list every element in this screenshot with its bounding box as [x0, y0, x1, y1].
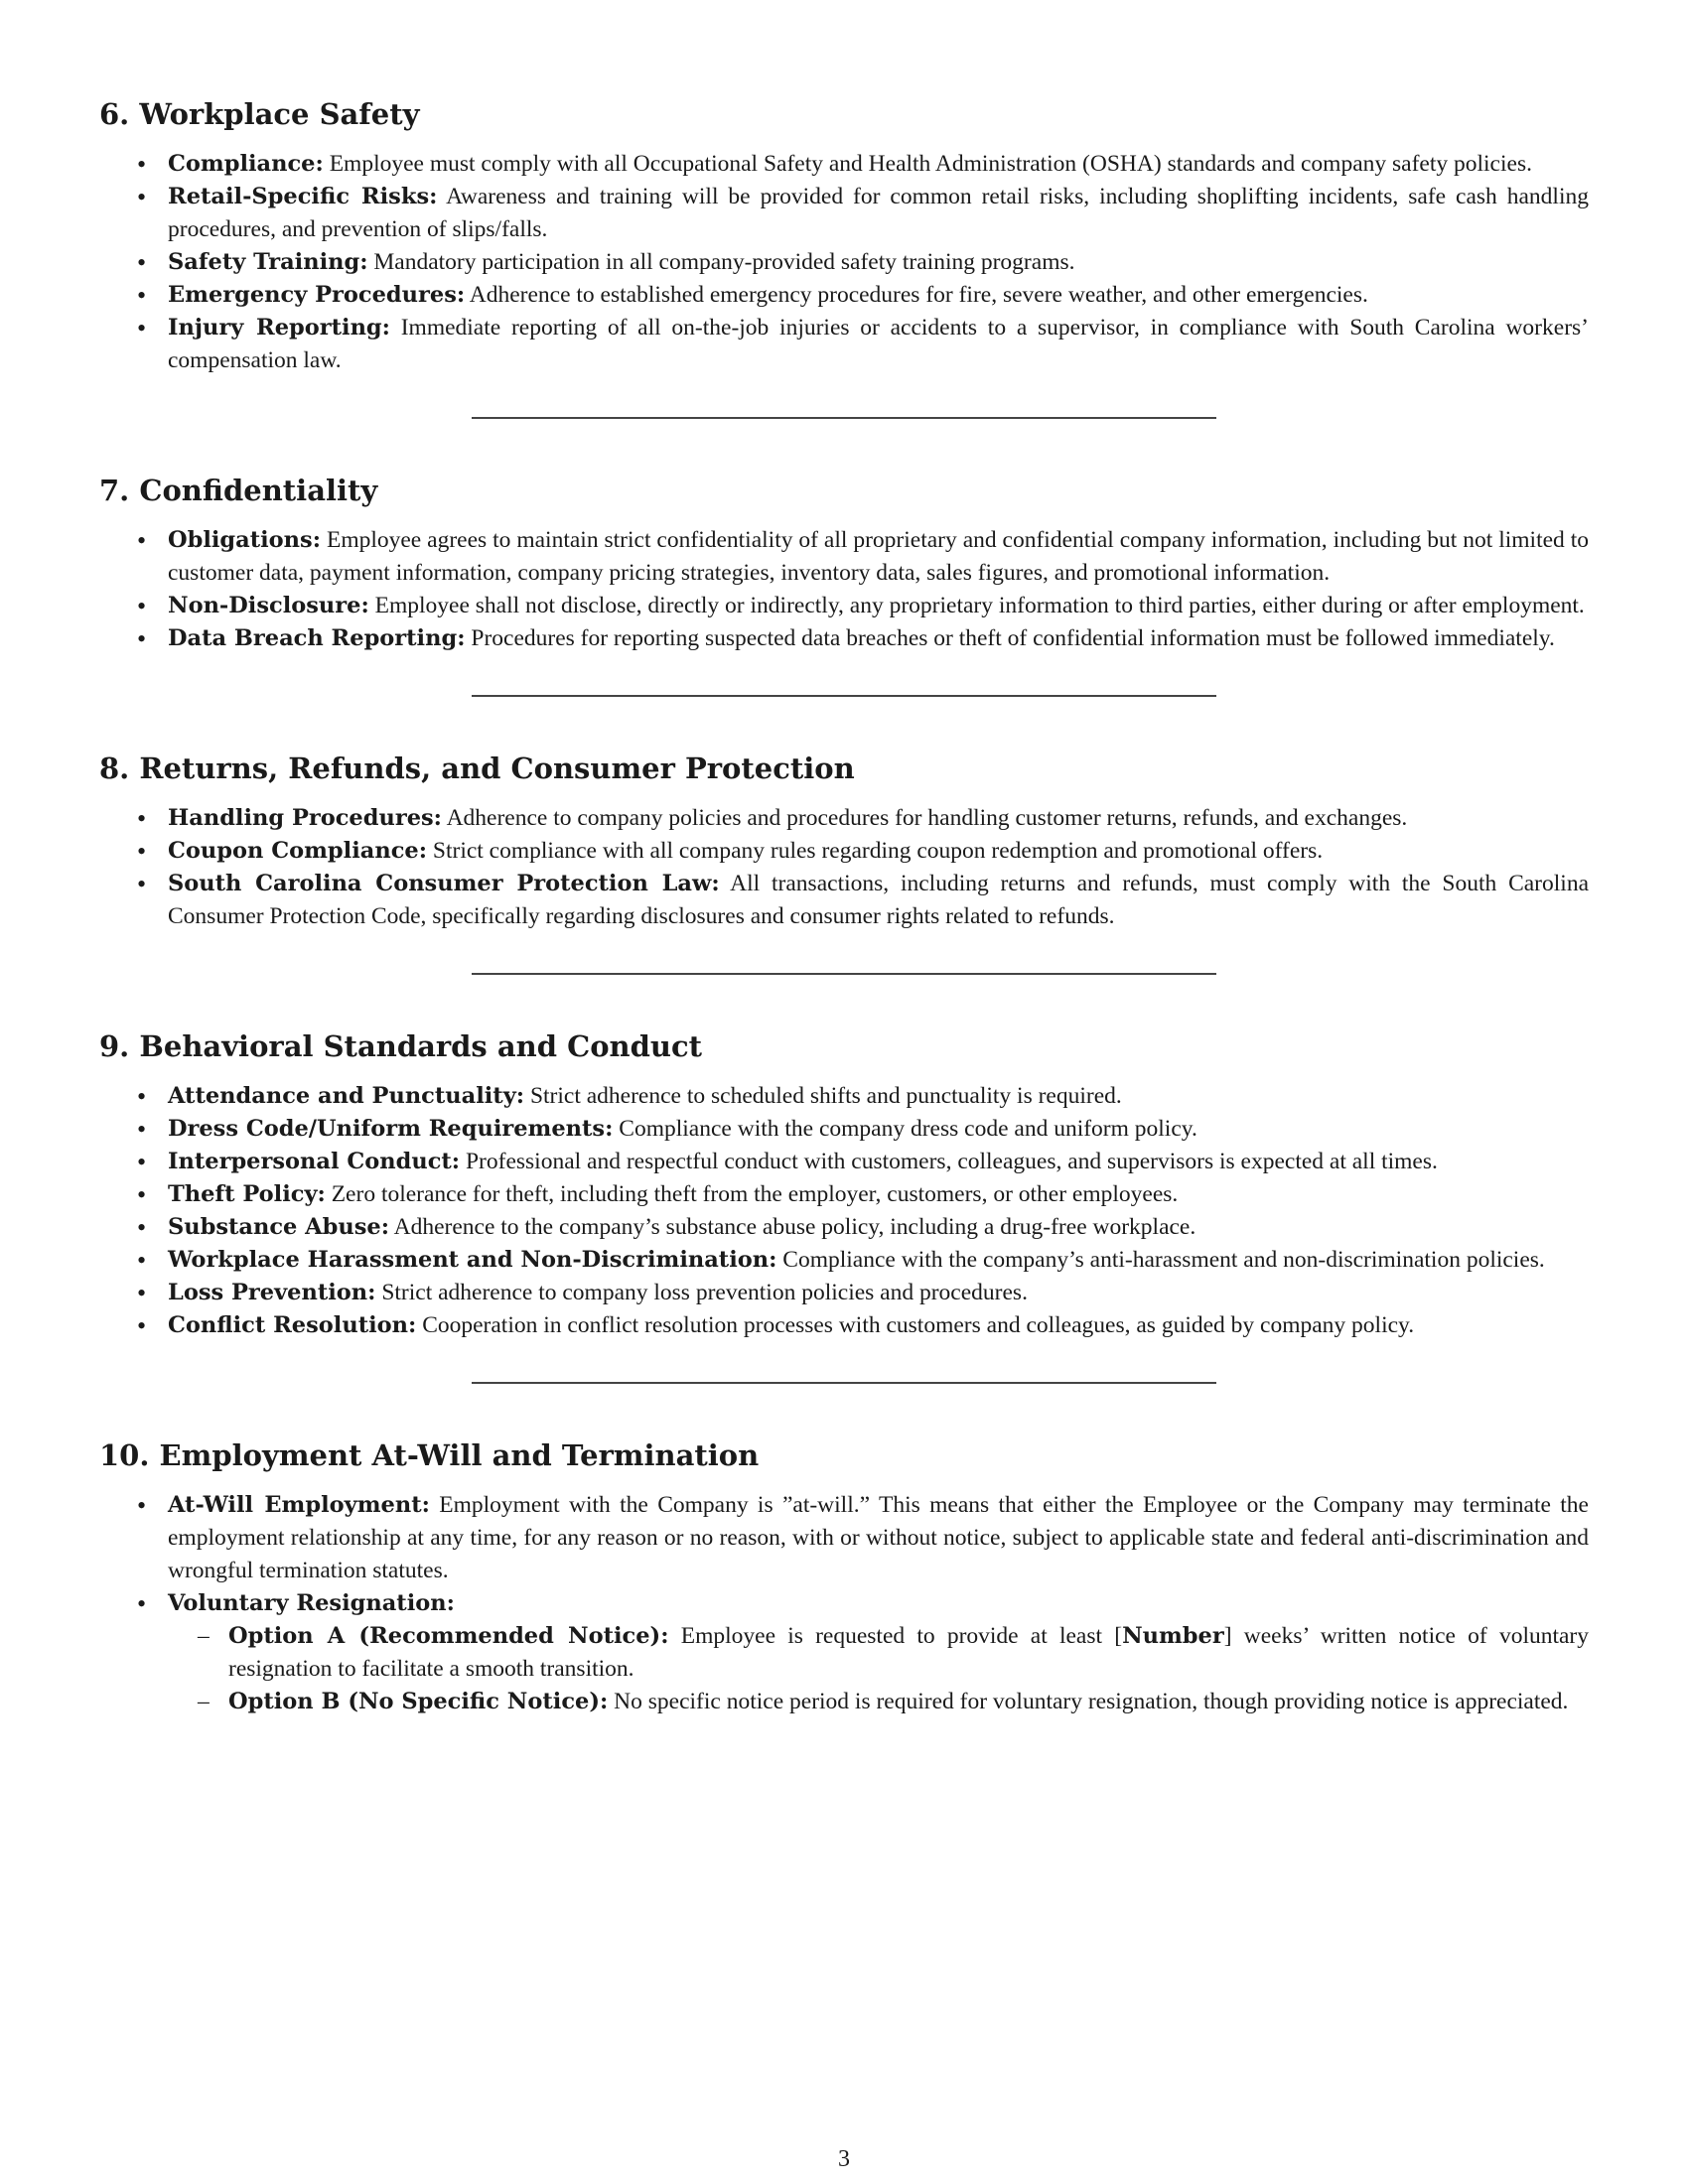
- item-label: Safety Training:: [168, 249, 368, 275]
- section-title: 9. Behavioral Standards and Conduct: [99, 1029, 703, 1063]
- list-item: [99, 1113, 1589, 1146]
- section-confidentiality: [99, 471, 1589, 697]
- section-title: 6. Workplace Safety: [99, 97, 420, 131]
- list-item: [99, 1277, 1589, 1309]
- list-item: [99, 1587, 1589, 1718]
- item-label: Voluntary Resignation:: [168, 1590, 455, 1616]
- placeholder-number: Number: [1122, 1623, 1224, 1649]
- list-item: [99, 1244, 1589, 1277]
- document-page: [99, 94, 1589, 1718]
- item-label: Option B (No Specific Notice):: [228, 1689, 609, 1714]
- item-text: Adherence to the company’s substance abuse policy, including a drug-free workplace.: [389, 1214, 1196, 1240]
- item-label: Non-Disclosure:: [168, 593, 369, 618]
- item-text: Strict adherence to scheduled shifts and punctuality is required.: [524, 1083, 1122, 1109]
- item-text: No specific notice period is required for voluntary resignation, though providing notice is appreciated.: [608, 1689, 1569, 1714]
- item-text: All transactions, including returns and refunds, must comply with the South Carolina Consumer Protection Code, specifically regarding disclosures and consumer rights related to refunds.: [168, 871, 1589, 929]
- item-text: Employment with the Company is ”at-will.” This means that either the Employee or the Company may terminate the employment relationship at any time, for any reason or no reason, with or without notice, subject to applicable state and federal anti-discrimination and wrongful termination statutes.: [168, 1492, 1589, 1583]
- item-label: Attendance and Punctuality:: [168, 1083, 525, 1109]
- list-item: [99, 1178, 1589, 1211]
- section-at-will-termination: [99, 1435, 1589, 1718]
- item-label: Conflict Resolution:: [168, 1312, 417, 1338]
- section-workplace-safety: [99, 94, 1589, 419]
- bullet-list: [99, 802, 1589, 933]
- list-item: [99, 148, 1589, 181]
- item-text: Adherence to company policies and procedures for handling customer returns, refunds, and exchanges.: [441, 805, 1408, 831]
- item-text: Employee must comply with all Occupational Safety and Health Administration (OSHA) standards and company safety policies.: [323, 151, 1532, 177]
- item-label: South Carolina Consumer Protection Law:: [168, 871, 720, 896]
- list-item: [99, 279, 1589, 312]
- list-item: [99, 1080, 1589, 1113]
- item-label: Emergency Procedures:: [168, 282, 466, 308]
- item-label: Workplace Harassment and Non-Discrimination:: [168, 1247, 777, 1273]
- section-divider: [472, 417, 1216, 419]
- item-label: Dress Code/Uniform Requirements:: [168, 1116, 614, 1142]
- bullet-list: [99, 1489, 1589, 1718]
- item-text: Compliance with the company’s anti-harassment and non-discrimination policies.: [776, 1247, 1545, 1273]
- item-label: Obligations:: [168, 527, 322, 553]
- item-text: Compliance with the company dress code and uniform policy.: [613, 1116, 1197, 1142]
- item-text: Zero tolerance for theft, including theft from the employer, customers, or other employees.: [325, 1181, 1179, 1207]
- item-label: Substance Abuse:: [168, 1214, 390, 1240]
- item-label: Retail-Specific Risks:: [168, 184, 438, 209]
- item-text: Immediate reporting of all on-the-job injuries or accidents to a supervisor, in compliance with South Carolina workers’ compensation law.: [168, 315, 1589, 373]
- item-text: Mandatory participation in all company-provided safety training programs.: [367, 249, 1075, 275]
- item-label: Handling Procedures:: [168, 805, 442, 831]
- item-label: Interpersonal Conduct:: [168, 1149, 461, 1174]
- sub-list: [168, 1620, 1589, 1718]
- section-returns-refunds: [99, 749, 1589, 975]
- list-item: [99, 246, 1589, 279]
- section-divider: [472, 973, 1216, 975]
- section-divider: [472, 1382, 1216, 1384]
- item-text: Awareness and training will be provided for common retail risks, including shoplifting incidents, safe cash handling procedures, and prevention of slips/falls.: [168, 184, 1589, 242]
- section-title: 8. Returns, Refunds, and Consumer Protection: [99, 751, 855, 785]
- sub-list-item: [168, 1686, 1589, 1718]
- item-label: At-Will Employment:: [168, 1492, 430, 1518]
- section-behavioral-standards: [99, 1026, 1589, 1384]
- list-item: [99, 802, 1589, 835]
- item-label: Data Breach Reporting:: [168, 625, 466, 651]
- section-title: 7. Confidentiality: [99, 474, 378, 507]
- page-number: 3: [838, 2146, 850, 2172]
- list-item: [99, 524, 1589, 590]
- list-item: [99, 590, 1589, 622]
- item-text: Cooperation in conflict resolution processes with customers and colleagues, as guided by company policy.: [416, 1312, 1415, 1338]
- list-item: [99, 1309, 1589, 1342]
- item-text: Employee agrees to maintain strict confidentiality of all proprietary and confidential company information, including but not limited to customer data, payment information, company pricing strategies, inventory data, sales figures, and promotional information.: [168, 527, 1589, 586]
- item-label: Injury Reporting:: [168, 315, 390, 341]
- item-label: Loss Prevention:: [168, 1280, 376, 1305]
- item-text: ] weeks’ written notice of voluntary resignation to facilitate a smooth transition.: [228, 1623, 1590, 1682]
- section-title: 10. Employment At-Will and Termination: [99, 1438, 760, 1472]
- list-item: [99, 1211, 1589, 1244]
- list-item: [99, 868, 1589, 933]
- bullet-list: [99, 148, 1589, 377]
- list-item: [99, 1489, 1589, 1587]
- item-label: Option A (Recommended Notice):: [228, 1623, 669, 1649]
- section-divider: [472, 695, 1216, 697]
- item-label: Theft Policy:: [168, 1181, 326, 1207]
- list-item: [99, 312, 1589, 377]
- sub-list-item: [168, 1620, 1589, 1686]
- list-item: [99, 622, 1589, 655]
- item-text: Employee is requested to provide at least [: [668, 1623, 1123, 1649]
- item-text: Employee shall not disclose, directly or indirectly, any proprietary information to third parties, either during or after employment.: [368, 593, 1585, 618]
- item-text: Professional and respectful conduct with customers, colleagues, and supervisors is expected at all times.: [460, 1149, 1438, 1174]
- item-text: Procedures for reporting suspected data breaches or theft of confidential information must be followed immediately.: [465, 625, 1555, 651]
- list-item: [99, 181, 1589, 246]
- item-label: Compliance:: [168, 151, 324, 177]
- item-text: Adherence to established emergency procedures for fire, severe weather, and other emergencies.: [465, 282, 1368, 308]
- bullet-list: [99, 524, 1589, 655]
- list-item: [99, 1146, 1589, 1178]
- item-text: Strict adherence to company loss prevention policies and procedures.: [375, 1280, 1028, 1305]
- item-label: Coupon Compliance:: [168, 838, 428, 864]
- bullet-list: [99, 1080, 1589, 1342]
- list-item: [99, 835, 1589, 868]
- item-text: Strict compliance with all company rules regarding coupon redemption and promotional offers.: [427, 838, 1324, 864]
